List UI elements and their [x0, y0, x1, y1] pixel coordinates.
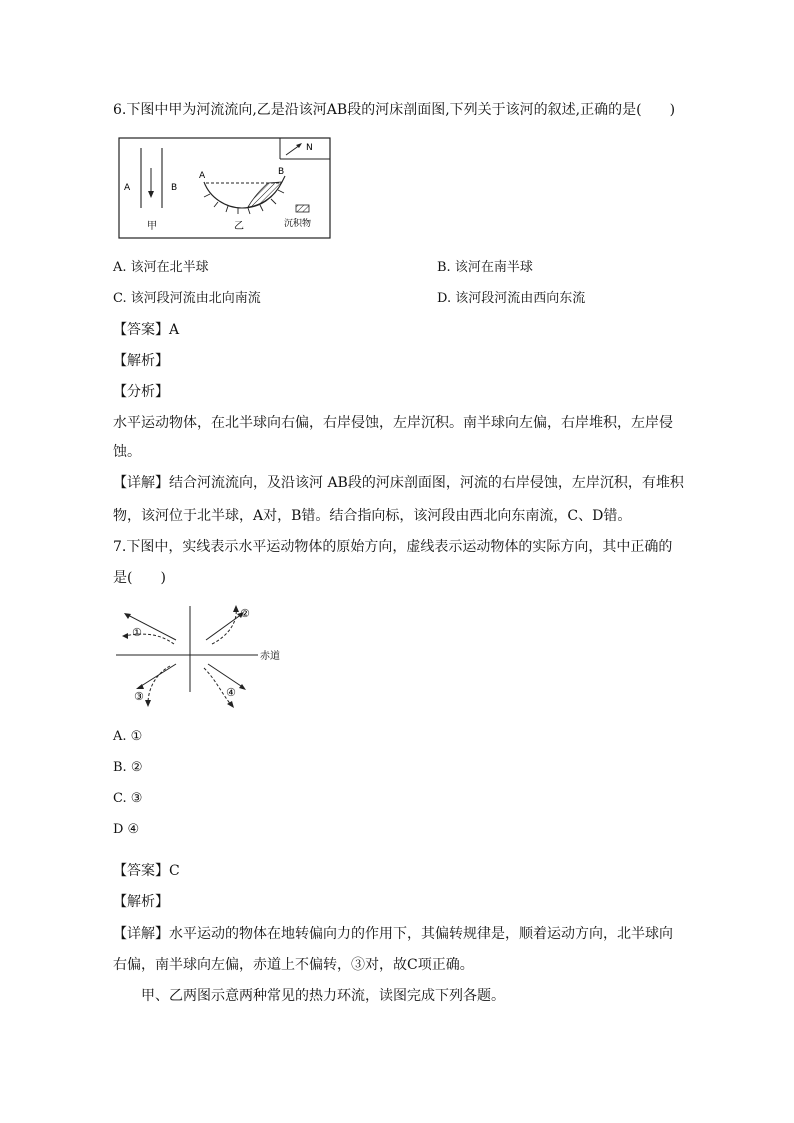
- q7-stem-line-2: 是( ): [113, 570, 166, 586]
- equator-label: 赤道: [260, 651, 280, 662]
- q7-option-d: D ④: [113, 822, 140, 837]
- q6-analysis-label: 【解析】: [113, 353, 169, 369]
- legend-swatch: [296, 205, 309, 212]
- q6-option-b: B. 该河在南半球: [437, 260, 533, 275]
- q6-fenxi-label: 【分析】: [113, 384, 169, 400]
- next-question-intro: 甲、乙两图示意两种常见的热力环流，读图完成下列各题。: [141, 988, 505, 1004]
- q6-fenxi-line-2: 蚀。: [113, 444, 141, 460]
- q7-option-a: A. ①: [113, 729, 143, 744]
- arrow-4-solid: [208, 664, 244, 688]
- marker-3: ③: [134, 690, 144, 703]
- jia-label-b: B: [171, 183, 178, 193]
- yi-label-a: A: [199, 171, 206, 181]
- marker-1: ①: [132, 626, 142, 639]
- q6-answer: 【答案】A: [113, 322, 180, 338]
- q7-figure: [112, 600, 302, 712]
- sediment-deposit: [248, 182, 282, 207]
- marker-2: ②: [240, 607, 250, 620]
- q7-detail-line-1: 【详解】水平运动的物体在地转偏向力的作用下，其偏转规律是，顺着运动方向，北半球向: [113, 926, 673, 942]
- q6-figure: [118, 136, 332, 240]
- q7-stem-line-1: 7.下图中，实线表示水平运动物体的原始方向，虚线表示运动物体的实际方向，其中正确的: [113, 539, 673, 555]
- q6-detail-line-1: 【详解】结合河流流向，及沿该河 AB段的河床剖面图，河流的右岸侵蚀，左岸沉积，有堆积: [113, 475, 684, 491]
- yi-caption: 乙: [234, 221, 244, 232]
- q7-analysis-label: 【解析】: [113, 894, 169, 910]
- arrow-3-solid: [138, 664, 176, 688]
- q6-option-c: C. 该河段河流由北向南流: [113, 291, 261, 306]
- q6-fenxi-line-1: 水平运动物体，在北半球向右偏，右岸侵蚀，左岸沉积。南半球向左偏，右岸堆积，左岸侵: [113, 415, 673, 431]
- q7-answer: 【答案】C: [113, 863, 180, 879]
- q6-detail-line-2: 物，该河位于北半球，A对，B错。结合指向标，该河段由西北向东南流，C、D错。: [113, 508, 632, 524]
- arrow-3-dashed: [148, 666, 170, 704]
- q6-stem: 6.下图中甲为河流流向,乙是沿该河AB段的河床剖面图,下列关于该河的叙述,正确的是( ): [113, 102, 676, 118]
- legend-label: 沉积物: [284, 219, 312, 229]
- q6-option-a: A. 该河在北半球: [113, 260, 209, 275]
- north-label: N: [306, 143, 313, 153]
- arrow-2-dashed: [212, 608, 236, 644]
- arrow-2-solid: [206, 614, 242, 640]
- q7-option-b: B. ②: [113, 760, 143, 775]
- q6-option-d: D. 该河段河流由西向东流: [437, 291, 586, 306]
- jia-caption: 甲: [147, 221, 157, 232]
- yi-label-b: B: [278, 167, 285, 177]
- marker-4: ④: [226, 686, 236, 699]
- jia-label-a: A: [124, 183, 131, 193]
- q7-detail-line-2: 右偏，南半球向左偏，赤道上不偏转，③对，故C项正确。: [113, 957, 474, 973]
- q7-option-c: C. ③: [113, 791, 143, 806]
